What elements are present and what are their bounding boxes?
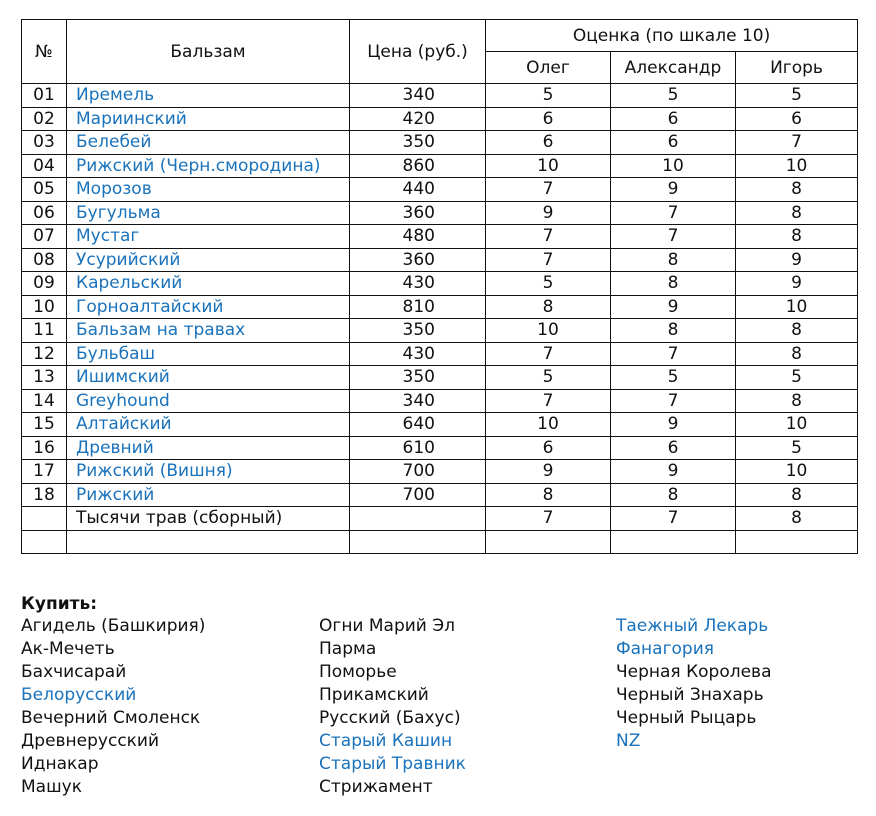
price-cell: 610 (350, 436, 486, 460)
buy-item: Древнерусский (21, 731, 160, 751)
score-alexandr: 6 (611, 131, 736, 155)
balsam-link[interactable]: Ишимский (67, 366, 350, 390)
price-cell: 440 (350, 178, 486, 202)
balsam-link[interactable]: Горноалтайский (67, 295, 350, 319)
price-cell: 860 (350, 154, 486, 178)
score-igor (736, 530, 858, 554)
buy-item-link[interactable]: Таежный Лекарь (616, 616, 769, 636)
row-number: 18 (22, 483, 67, 507)
buy-column-1 (21, 615, 205, 799)
table-row (22, 460, 858, 484)
score-alexandr: 8 (611, 272, 736, 296)
row-number: 14 (22, 389, 67, 413)
score-alexandr: 7 (611, 201, 736, 225)
buy-item: Вечерний Смоленск (21, 708, 201, 728)
row-number: 05 (22, 178, 67, 202)
score-oleg: 5 (486, 84, 611, 108)
buy-columns (21, 615, 861, 815)
score-alexandr: 9 (611, 460, 736, 484)
balsam-link[interactable]: Усурийский (67, 248, 350, 272)
price-cell: 480 (350, 225, 486, 249)
score-alexandr: 7 (611, 389, 736, 413)
score-alexandr: 9 (611, 178, 736, 202)
row-number: 17 (22, 460, 67, 484)
balsam-link[interactable]: Бугульма (67, 201, 350, 225)
buy-item: Черный Рыцарь (616, 708, 757, 728)
balsam-name (67, 530, 350, 554)
buy-item: Агидель (Башкирия) (21, 616, 206, 636)
score-oleg: 5 (486, 272, 611, 296)
score-oleg: 6 (486, 107, 611, 131)
buy-item: Парма (319, 639, 377, 659)
balsam-link[interactable]: Рижский (Черн.смородина) (67, 154, 350, 178)
balsam-name: Тысячи трав (сборный) (67, 507, 350, 531)
score-igor: 5 (736, 366, 858, 390)
score-igor: 9 (736, 248, 858, 272)
score-igor: 8 (736, 319, 858, 343)
score-igor: 10 (736, 295, 858, 319)
table-row (22, 154, 858, 178)
buy-item: Черная Королева (616, 662, 772, 682)
header-number: № (22, 20, 67, 84)
score-oleg: 8 (486, 483, 611, 507)
price-cell: 340 (350, 84, 486, 108)
buy-item: Бахчисарай (21, 662, 127, 682)
row-number: 12 (22, 342, 67, 366)
buy-item: Машук (21, 777, 82, 797)
row-number (22, 530, 67, 554)
table-row (22, 413, 858, 437)
score-oleg: 6 (486, 131, 611, 155)
score-igor: 7 (736, 131, 858, 155)
buy-item-link[interactable]: Старый Травник (319, 754, 466, 774)
score-alexandr (611, 530, 736, 554)
buy-item: Стрижамент (319, 777, 433, 797)
score-alexandr: 7 (611, 225, 736, 249)
price-cell: 430 (350, 272, 486, 296)
table-row (22, 272, 858, 296)
balsam-link[interactable]: Бульбаш (67, 342, 350, 366)
balsam-ratings-table (21, 19, 858, 554)
score-alexandr: 9 (611, 295, 736, 319)
price-cell: 360 (350, 201, 486, 225)
row-number (22, 507, 67, 531)
score-igor: 9 (736, 272, 858, 296)
score-alexandr: 5 (611, 84, 736, 108)
score-oleg: 7 (486, 507, 611, 531)
score-igor: 8 (736, 389, 858, 413)
score-alexandr: 8 (611, 248, 736, 272)
buy-column-3 (616, 615, 772, 753)
table-row (22, 131, 858, 155)
score-igor: 5 (736, 436, 858, 460)
header-balsam: Бальзам (67, 20, 350, 84)
header-rater-oleg: Олег (486, 52, 611, 84)
score-igor: 8 (736, 225, 858, 249)
balsam-link[interactable]: Морозов (67, 178, 350, 202)
price-cell (350, 530, 486, 554)
score-oleg: 7 (486, 178, 611, 202)
price-cell (350, 507, 486, 531)
price-cell: 360 (350, 248, 486, 272)
table-row (22, 342, 858, 366)
score-igor: 8 (736, 507, 858, 531)
price-cell: 640 (350, 413, 486, 437)
score-oleg: 10 (486, 154, 611, 178)
score-oleg: 7 (486, 389, 611, 413)
score-oleg: 10 (486, 319, 611, 343)
table-row (22, 225, 858, 249)
score-igor: 5 (736, 84, 858, 108)
score-alexandr: 8 (611, 483, 736, 507)
buy-item: Огни Марий Эл (319, 616, 455, 636)
score-igor: 10 (736, 154, 858, 178)
buy-item: Ак-Мечеть (21, 639, 115, 659)
score-igor: 8 (736, 201, 858, 225)
buy-item: Поморье (319, 662, 397, 682)
score-oleg: 8 (486, 295, 611, 319)
buy-item: Прикамский (319, 685, 429, 705)
buy-item-link[interactable]: Белорусский (21, 685, 137, 705)
score-igor: 8 (736, 342, 858, 366)
header-rater-alexandr: Александр (611, 52, 736, 84)
buy-item: Иднакар (21, 754, 99, 774)
score-alexandr: 5 (611, 366, 736, 390)
balsam-link[interactable]: Мариинский (67, 107, 350, 131)
balsam-link[interactable]: Карельский (67, 272, 350, 296)
score-oleg: 6 (486, 436, 611, 460)
row-number: 07 (22, 225, 67, 249)
buy-title: Купить: (21, 594, 98, 614)
score-oleg (486, 530, 611, 554)
table-row-empty (22, 530, 858, 554)
row-number: 01 (22, 84, 67, 108)
price-cell: 430 (350, 342, 486, 366)
buy-item-link[interactable]: Фанагория (616, 639, 714, 659)
score-alexandr: 10 (611, 154, 736, 178)
row-number: 13 (22, 366, 67, 390)
score-igor: 10 (736, 413, 858, 437)
balsam-link[interactable]: Иремель (67, 84, 350, 108)
score-oleg: 10 (486, 413, 611, 437)
score-oleg: 7 (486, 225, 611, 249)
table-row (22, 201, 858, 225)
balsam-link[interactable]: Рижский (67, 483, 350, 507)
table-row (22, 178, 858, 202)
header-rater-igor: Игорь (736, 52, 858, 84)
table-row (22, 507, 858, 531)
table-row (22, 436, 858, 460)
price-cell: 340 (350, 389, 486, 413)
table-row (22, 366, 858, 390)
score-alexandr: 6 (611, 107, 736, 131)
row-number: 09 (22, 272, 67, 296)
balsam-link[interactable]: Greyhound (67, 389, 350, 413)
table-row (22, 107, 858, 131)
score-alexandr: 8 (611, 319, 736, 343)
balsam-link[interactable]: Бальзам на травах (67, 319, 350, 343)
score-igor: 6 (736, 107, 858, 131)
buy-item-link[interactable]: Старый Кашин (319, 731, 453, 751)
header-rating-group: Оценка (по шкале 10) (486, 20, 858, 52)
score-igor: 8 (736, 483, 858, 507)
balsam-link[interactable]: Мустаг (67, 225, 350, 249)
buy-column-2 (319, 615, 466, 799)
score-alexandr: 7 (611, 507, 736, 531)
row-number: 04 (22, 154, 67, 178)
row-number: 02 (22, 107, 67, 131)
buy-item: Черный Знахарь (616, 685, 764, 705)
score-oleg: 5 (486, 366, 611, 390)
table-row (22, 319, 858, 343)
price-cell: 350 (350, 366, 486, 390)
table-body (22, 84, 858, 554)
table-row (22, 248, 858, 272)
row-number: 15 (22, 413, 67, 437)
score-oleg: 9 (486, 201, 611, 225)
table-row (22, 84, 858, 108)
score-igor: 8 (736, 178, 858, 202)
table-row (22, 483, 858, 507)
balsam-link[interactable]: Белебей (67, 131, 350, 155)
row-number: 11 (22, 319, 67, 343)
price-cell: 350 (350, 131, 486, 155)
score-igor: 10 (736, 460, 858, 484)
buy-item: Русский (Бахус) (319, 708, 461, 728)
balsam-link[interactable]: Рижский (Вишня) (67, 460, 350, 484)
table-row (22, 389, 858, 413)
row-number: 16 (22, 436, 67, 460)
balsam-link[interactable]: Алтайский (67, 413, 350, 437)
row-number: 06 (22, 201, 67, 225)
price-cell: 700 (350, 460, 486, 484)
price-cell: 420 (350, 107, 486, 131)
score-alexandr: 7 (611, 342, 736, 366)
row-number: 03 (22, 131, 67, 155)
price-cell: 350 (350, 319, 486, 343)
buy-section (21, 593, 861, 815)
score-oleg: 9 (486, 460, 611, 484)
score-oleg: 7 (486, 248, 611, 272)
balsam-link[interactable]: Древний (67, 436, 350, 460)
price-cell: 810 (350, 295, 486, 319)
header-price: Цена (руб.) (350, 20, 486, 84)
price-cell: 700 (350, 483, 486, 507)
buy-item-link[interactable]: NZ (616, 731, 641, 751)
row-number: 08 (22, 248, 67, 272)
score-alexandr: 6 (611, 436, 736, 460)
table-row (22, 295, 858, 319)
score-oleg: 7 (486, 342, 611, 366)
row-number: 10 (22, 295, 67, 319)
score-alexandr: 9 (611, 413, 736, 437)
